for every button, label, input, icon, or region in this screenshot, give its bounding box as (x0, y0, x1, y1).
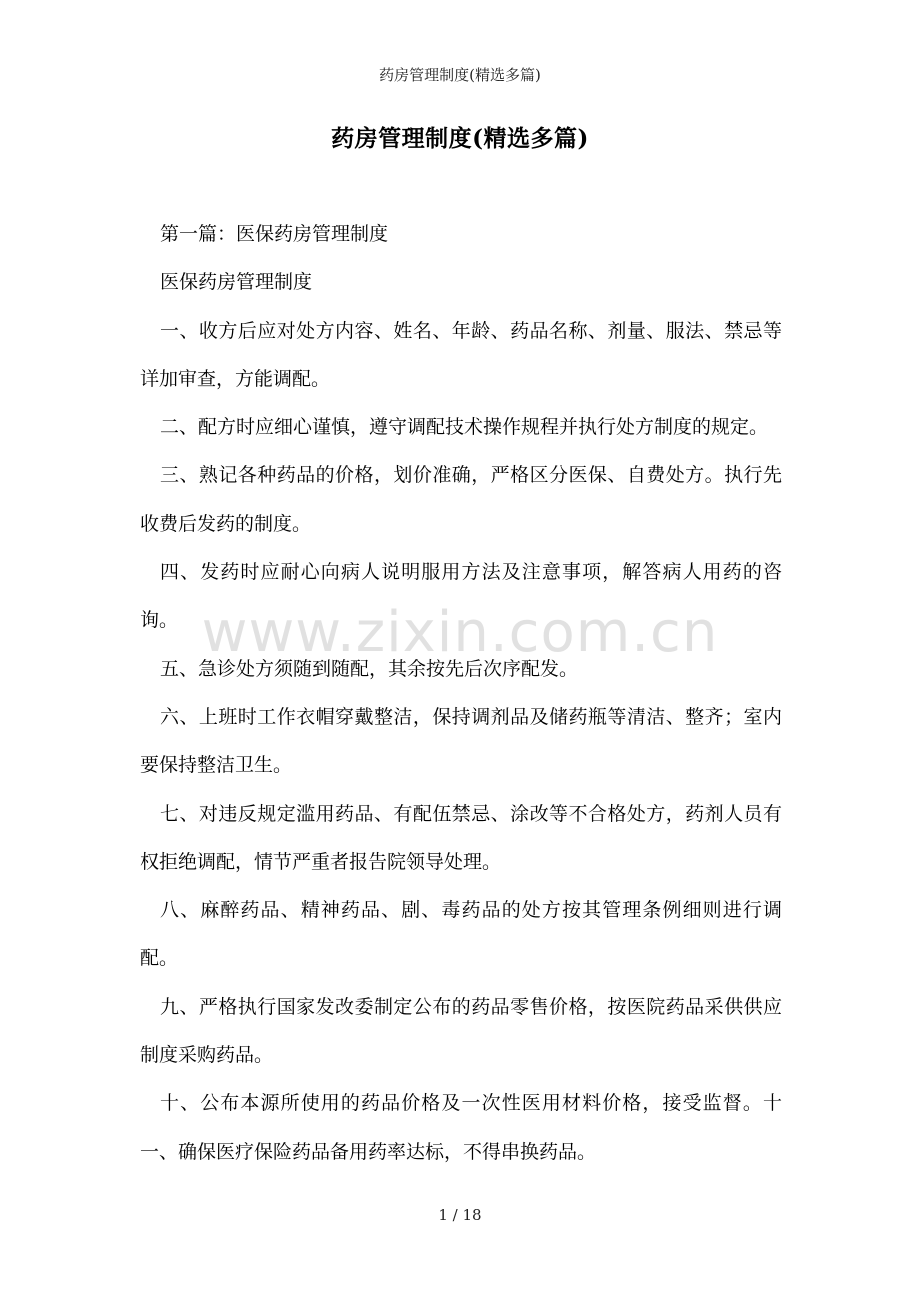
paragraph: 一、收方后应对处方内容、姓名、年龄、药品名称、剂量、服法、禁忌等详加审查，方能调配。 (140, 319, 782, 390)
paragraph-subtitle: 医保药房管理制度 (160, 271, 313, 294)
paragraph-section-heading: 第一篇：医保药房管理制度 (160, 223, 389, 245)
paragraph: 六、上班时工作衣帽穿戴整洁，保持调剂品及储药瓶等清洁、整齐；室内要保持整洁卫生。 (140, 705, 782, 777)
paragraph: 五、急诊处方须随到随配，其余按先后次序配发。 (160, 657, 579, 680)
running-header: 药房管理制度(精选多篇) (379, 66, 541, 84)
page-number: 1 / 18 (438, 1206, 482, 1224)
paragraph: 十、公布本源所使用的药品价格及一次性医用材料价格，接受监督。十一、确保医疗保险药品备用药率达标，不得串换药品。 (140, 1092, 782, 1163)
document-title: 药房管理制度(精选多篇) (331, 125, 589, 152)
paragraph: 三、熟记各种药品的价格，划价准确，严格区分医保、自费处方。执行先收费后发药的制度。 (140, 464, 782, 535)
watermark: www.zixin.com.cn (201, 600, 719, 665)
paragraph: 四、发药时应耐心向病人说明服用方法及注意事项，解答病人用药的咨询。 (140, 561, 782, 632)
paragraph: 二、配方时应细心谨慎，遵守调配技术操作规程并执行处方制度的规定。 (160, 416, 769, 439)
paragraph: 九、严格执行国家发改委制定公布的药品零售价格，按医院药品采供供应制度采购药品。 (140, 995, 782, 1067)
paragraph: 八、麻醉药品、精神药品、剧、毒药品的处方按其管理条例细则进行调配。 (140, 899, 782, 970)
paragraph: 七、对违反规定滥用药品、有配伍禁忌、涂改等不合格处方，药剂人员有权拒绝调配，情节严重者报告院领导处理。 (140, 802, 782, 873)
document-body (140, 210, 782, 1176)
